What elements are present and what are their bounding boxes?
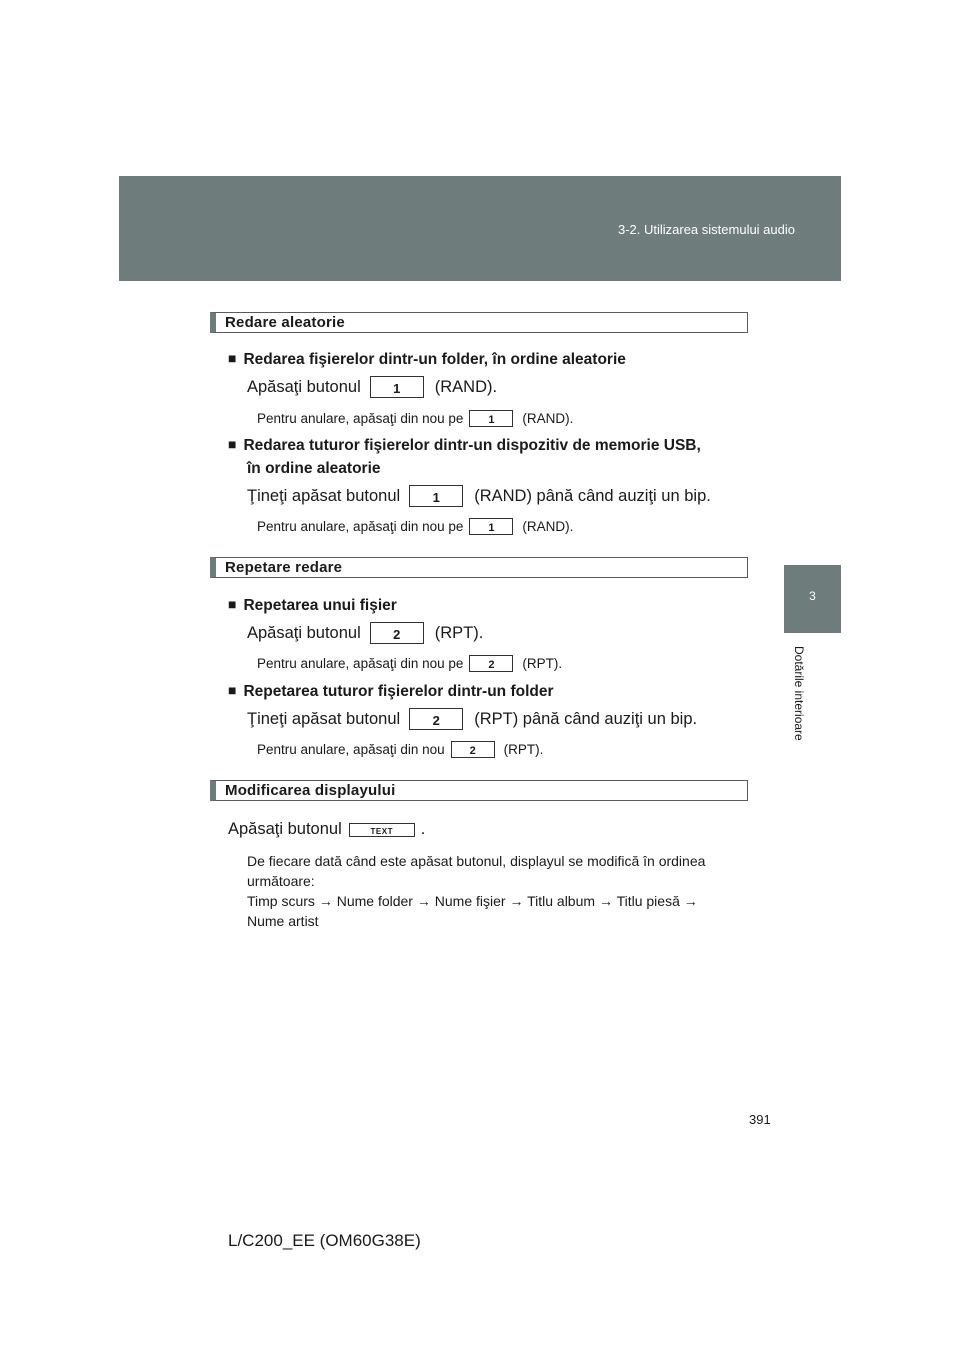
page-number: 391: [749, 1112, 771, 1127]
arrow-right-icon: →: [683, 893, 698, 909]
arrow-right-icon: →: [318, 893, 333, 909]
instruction-text: .: [420, 820, 426, 838]
note-text: Pentru anulare, apăsaţi din nou: [257, 742, 445, 757]
side-tab-label: Dotările interioare: [792, 646, 806, 741]
heading-text: Repetarea unui fişier: [243, 597, 397, 614]
note-repeat-file: [257, 655, 562, 672]
heading-repeat-file: [228, 597, 397, 615]
header-band: [119, 176, 841, 281]
heading-text: Repetarea tuturor fişierelor dintr-un folder: [243, 683, 554, 700]
arrow-right-icon: →: [509, 893, 524, 909]
instruction-text: Apăsaţi butonul: [247, 623, 361, 642]
side-tab: [784, 565, 841, 633]
sequence-item: Titlu piesă: [616, 893, 680, 909]
display-order-paragraph: [247, 851, 749, 931]
square-bullet-icon: ■: [228, 596, 237, 612]
note-text: (RPT).: [503, 742, 544, 757]
section-title-display: Modificarea displayului: [210, 780, 748, 801]
arrow-right-icon: →: [416, 893, 431, 909]
sequence-item: Nume fişier: [434, 893, 506, 909]
side-tab-number: 3: [809, 589, 816, 603]
preset-key-2: 2: [469, 655, 513, 672]
preset-key-1: 1: [469, 518, 513, 535]
sequence-item: Nume artist: [247, 913, 319, 929]
preset-key-2: 2: [451, 741, 495, 758]
preset-key-1: 1: [469, 410, 513, 427]
square-bullet-icon: ■: [228, 682, 237, 698]
square-bullet-icon: ■: [228, 350, 237, 366]
arrow-right-icon: →: [598, 893, 613, 909]
note-random-folder: [257, 410, 573, 427]
note-text: (RAND).: [522, 519, 574, 534]
display-sequence: [247, 891, 749, 911]
square-bullet-icon: ■: [228, 436, 237, 452]
preset-key-2: 2: [370, 622, 424, 644]
instruction-text: Ţineţi apăsat butonul: [247, 709, 401, 728]
instruction-text: Apăsaţi butonul: [228, 820, 342, 838]
paragraph-line: De fiecare dată când este apăsat butonul, displayul se modifică în ordinea: [247, 853, 706, 869]
preset-key-1: 1: [370, 376, 424, 398]
preset-key-2: 2: [409, 708, 463, 730]
note-random-usb: [257, 518, 573, 535]
instruction-random-usb: [247, 485, 711, 507]
note-text: Pentru anulare, apăsaţi din nou pe: [257, 519, 464, 534]
note-text: (RAND).: [522, 411, 574, 426]
instruction-display: [228, 820, 425, 839]
instruction-text: (RPT) până când auziţi un bip.: [474, 709, 698, 728]
note-text: Pentru anulare, apăsaţi din nou pe: [257, 411, 464, 426]
sequence-item: Timp scurs: [247, 893, 315, 909]
instruction-repeat-file: [247, 622, 483, 644]
instruction-repeat-folder: [247, 708, 697, 730]
instruction-text: Ţineţi apăsat butonul: [247, 486, 401, 505]
sequence-item: Titlu album: [527, 893, 596, 909]
instruction-text: (RAND).: [434, 377, 498, 396]
note-repeat-folder: [257, 741, 543, 758]
section-title-random: Redare aleatorie: [210, 312, 748, 333]
heading-random-folder: [228, 351, 626, 369]
heading-random-usb: [228, 437, 701, 455]
preset-key-1: 1: [409, 485, 463, 507]
text-key: TEXT: [349, 823, 415, 837]
chapter-title: 3-2. Utilizarea sistemului audio: [617, 222, 795, 237]
instruction-text: Apăsaţi butonul: [247, 377, 361, 396]
paragraph-line: următoare:: [247, 873, 315, 889]
note-text: Pentru anulare, apăsaţi din nou pe: [257, 656, 464, 671]
heading-text: Redarea tuturor fişierelor dintr-un dispozitiv de memorie USB,: [243, 437, 701, 454]
heading-repeat-folder: [228, 683, 554, 701]
sequence-item: Nume folder: [336, 893, 413, 909]
section-title-repeat: Repetare redare: [210, 557, 748, 578]
instruction-text: (RPT).: [434, 623, 484, 642]
document-code: L/C200_EE (OM60G38E): [228, 1231, 421, 1250]
heading-text: Redarea fişierelor dintr-un folder, în ordine aleatorie: [243, 351, 626, 368]
instruction-text: (RAND) până când auziţi un bip.: [474, 486, 711, 505]
note-text: (RPT).: [522, 656, 563, 671]
instruction-random-folder: [247, 376, 497, 398]
heading-random-usb-cont: în ordine aleatorie: [247, 460, 381, 477]
